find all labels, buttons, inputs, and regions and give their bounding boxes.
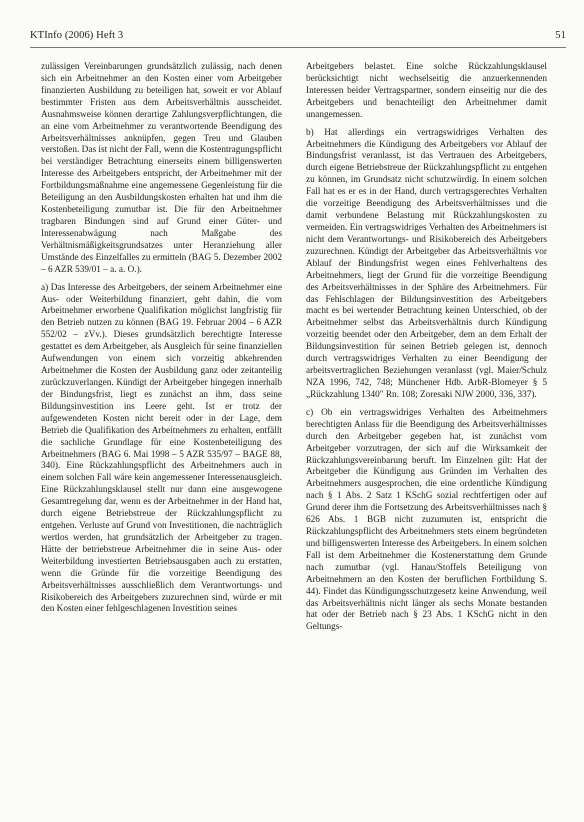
left-column [41,62,282,622]
right-column [306,62,547,640]
paragraph: zulässigen Vereinbarungen grundsätzlich zulässig, nach denen sich ein Arbeitnehmer an den Kosten einer vom Arbeitgeber finanzierten Ausbildung zu beteiligen hat, soweit er vor Ablauf bestimmter Fristen aus dem Arbeitsverhältnis ausscheidet. Ausnahmsweise können derartige Zahlungsverpflichtungen, die an eine vom Arbeitnehmer zu verantwortende Beendigung des Arbeitsverhältnisses anknüpfen, gegen Treu und Glauben verstoßen. Das ist nicht der Fall, wenn die Kostentragungspflicht bei verständiger Betrachtung einerseits einem billigenswerten Interesse des Arbeitgebers entspricht, der Arbeitnehmer mit der Fortbildungsmaßnahme eine angemessene Gegenleistung für die Beteiligung an den Ausbildungskosten erhalten hat und ihm die Kostenbeteiligung zumutbar ist. Die für den Arbeitnehmer tragbaren Bindungen sind auf Grund einer Güter- und Interessenabwägung nach Maßgabe des Verhältnismäßigkeitsgrundsatzes unter Heranziehung aller Umstände des Einzelfalles zu ermitteln (BAG 5. Dezember 2002 – 6 AZR 539/01 – a. a. O.). [41,62,282,275]
header-rule [30,47,566,48]
running-header [30,30,566,46]
paragraph: a) Das Interesse des Arbeitgebers, der seinem Arbeitnehmer eine Aus- oder Weiterbildung finanziert, geht dahin, die vom Arbeitnehmer erworbene Qualifikation möglichst langfristig für den Betrieb nutzen zu können (BAG 19. Februar 2004 – 6 AZR 552/02 – zVv.). Dieses grundsätzlich berechtigte Interesse gestattet es dem Arbeitgeber, als Ausgleich für seine finanziellen Aufwendungen von einem sich vorzeitig abkehrenden Arbeitnehmer die Kosten der Ausbildung ganz oder zeitanteilig zurückzuverlangen. Kündigt der Arbeitgeber hingegen innerhalb der Bindungsfrist, liegt es zunächst an ihm, dass seine Bildungsinvestition ins Leere geht. Ist er trotz der aufgewendeten Kosten nicht bereit oder in der Lage, dem Betrieb die Qualifikation des Arbeitnehmers zu erhalten, entfällt die sachliche Grundlage für eine Kostenbeteiligung des Arbeitnehmers (BAG 6. Mai 1998 – 5 AZR 535/97 – BAGE 88, 340). Eine Rückzahlungspflicht des Arbeitnehmers auch in einem solchen Fall wäre kein angemessener Interessenausgleich. Eine Rückzahlungsklausel stellt nur dann eine ausgewogene Gesamtregelung dar, wenn es der Arbeitnehmer in der Hand hat, durch eigene Betriebstreue der Rückzahlungspflicht zu entgehen. Verluste auf Grund von Investitionen, die nachträglich wertlos werden, hat grundsätzlich der Arbeitgeber zu tragen. Hätte der betriebstreue Arbeitnehmer die in seine Aus- oder Weiterbildung investierten Betriebsausgaben auch zu erstatten, wenn die Gründe für die vorzeitige Beendigung des Arbeitsverhältnisses ausschließlich dem Verantwortungs- und Risikobereich des Arbeitgebers zuzurechnen sind, würde er mit den Kosten einer fehlgeschlagenen Investition seines [41,282,282,615]
paragraph: b) Hat allerdings ein vertragswidriges Verhalten des Arbeitnehmers die Kündigung des Arbeitgebers vor Ablauf der Bindungsfrist veranlasst, ist das Vertrauen des Arbeitgebers, durch eigene Betriebstreue der Rückzahlungspflicht zu entgehen zu können, im Grundsatz nicht schutzwürdig. In einem solchen Fall hat es er es in der Hand, durch vertragsgerechtes Verhalten die vorzeitige Beendigung des Arbeitsverhältnisses und die damit verbundene Belastung mit Rückzahlungskosten zu vermeiden. Ein vertragswidriges Verhalten des Arbeitnehmers ist nicht dem Verantwortungs- und Risikobereich des Arbeitgebers zuzurechnen. Kündigt der Arbeitgeber das Arbeitsverhältnis vor Ablauf der Bindungsfrist wegen eines Fehlverhaltens des Arbeitnehmers, liegt der Grund für die vorzeitige Beendigung des Arbeitsverhältnisses in der Sphäre des Arbeitnehmers. Für das Fehlschlagen der Bildungsinvestition des Arbeitgebers macht es bei wertender Betrachtung keinen Unterschied, ob der Arbeitnehmer selbst das Arbeitsverhältnis durch Kündigung vorzeitig beendet oder den Arbeitgeber, dem an dem Erhalt der Bildungsinvestition für seinen Betrieb gelegen ist, dennoch durch vertragswidriges Verhalten zu einer Beendigung der arbeitsvertraglichen Beziehungen veranlasst (vgl. Maier/Schulz NZA 1996, 742, 748; Münchener Hdb. ArbR-Blomeyer § 5 „Rückzahlung 1340" Rn. 108; Zoresaki NJW 2000, 336, 337). [306,127,547,400]
page-number: 51 [555,30,566,41]
paragraph: Arbeitgebers belastet. Eine solche Rückzahlungsklausel berücksichtigt nicht wechselseitig die anzuerkennenden Interessen beider Vertragspartner, sondern einseitig nur die des Arbeitgebers und benachteiligt den Arbeitnehmer damit unangemessen. [306,62,547,120]
paragraph: c) Ob ein vertragswidriges Verhalten des Arbeitnehmers berechtigten Anlass für die Beendigung des Arbeitsverhältnisses durch den Arbeitgeber gegeben hat, ist zunächst vom Arbeitgeber vorzutragen, der sich auf die Wirksamkeit der Rückzahlungsvereinbarung beruft. Im Einzelnen gilt: Hat der Arbeitgeber die Kündigung aus Gründen im Verhalten des Arbeitnehmers ausgesprochen, die eine ordentliche Kündigung nach § 1 Abs. 2 Satz 1 KSchG sozial rechtfertigen oder auf Grund derer ihm die Fortsetzung des Arbeitsverhältnisses nach § 626 Abs. 1 BGB nicht zuzumuten ist, entspricht die Rückzahlungspflicht des Arbeitnehmers stets einem begründeten und billigenswerten Interesse des Arbeitgebers. In einem solchen Fall ist dem Arbeitnehmer die Kostenerstattung dem Grunde nach zumutbar (vgl. Hanau/Stoffels Beteiligung von Arbeitnehmern an den Kosten der beruflichen Fortbildung S. 44). Findet das Kündigungsschutzgesetz keine Anwendung, weil das Arbeitsverhältnis nicht länger als sechs Monate bestanden hat oder der Betrieb nach § 23 Abs. 1 KSchG nicht in den Geltungs- [306,407,547,633]
journal-header: KTInfo (2006) Heft 3 [30,30,124,41]
